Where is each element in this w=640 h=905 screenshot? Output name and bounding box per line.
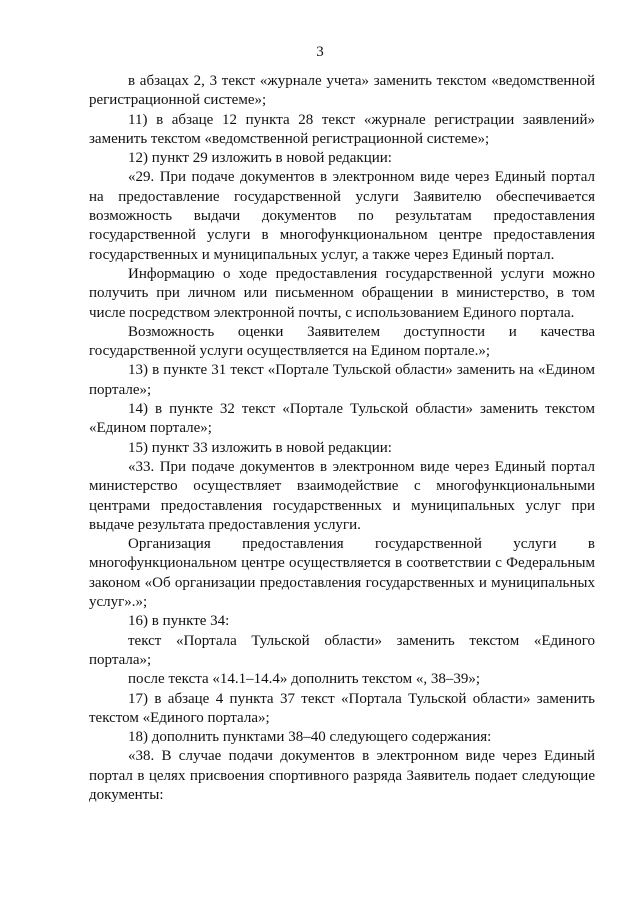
paragraph: 11) в абзаце 12 пункта 28 текст «журнале регистрации заявлений» заменить текстом «ведомственной регистрационной системе»; (89, 111, 595, 147)
paragraph: в абзацах 2, 3 текст «журнале учета» заменить текстом «ведомственной регистрационной системе»; (89, 73, 595, 109)
paragraph: «38. В случае подачи документов в электронном виде через Единый портал в целях присвоения спортивного разряда Заявитель подает следующие документы: (89, 748, 595, 803)
paragraph: 17) в абзаце 4 пункта 37 текст «Портала Тульской области» заменить текстом «Единого портала»; (89, 690, 595, 726)
paragraph: 15) пункт 33 изложить в новой редакции: (128, 439, 392, 456)
paragraph: 13) в пункте 31 текст «Портале Тульской области» заменить на «Едином портале»; (89, 362, 595, 398)
paragraph: после текста «14.1–14.4» дополнить текстом «, 38–39»; (128, 671, 481, 688)
page-number: 3 (316, 44, 324, 60)
paragraph: 16) в пункте 34: (128, 613, 230, 630)
paragraph: 12) пункт 29 изложить в новой редакции: (128, 150, 392, 167)
paragraph: «33. При подаче документов в электронном виде через Единый портал министерство осуществляет взаимодействие с многофункциональными центрами предоставления государственных и муниципальных услуг при выдаче результата предоставления услуги. (89, 458, 595, 533)
paragraph: 14) в пункте 32 текст «Портале Тульской области» заменить текстом «Едином портале»; (89, 401, 595, 437)
paragraph: Организация предоставления государственной услуги в многофункциональном центре осуществляется в соответствии с Федеральным законом «Об организации предоставления государственных и муниципальных услуг».»; (89, 536, 595, 611)
paragraph: «29. При подаче документов в электронном виде через Единый портал на предоставление государственной услуги Заявителю обеспечивается возможность выдачи документов по результатам предоставления государственной услуги в многофункциональном центре предоставления государственных и муниципальных услуг, а также через Единый портал. (89, 169, 595, 263)
document-body (89, 72, 595, 805)
paragraph: Информацию о ходе предоставления государственной услуги можно получить при личном или письменном обращении в министерство, в том числе посредством электронной почты, с использованием Единого портала. (89, 265, 595, 321)
paragraph: текст «Портала Тульской области» заменить текстом «Единого портала»; (89, 632, 595, 668)
paragraph: 18) дополнить пунктами 38–40 следующего содержания: (128, 729, 492, 746)
paragraph: Возможность оценки Заявителем доступности и качества государственной услуги осуществляется на Едином портале.»; (89, 323, 595, 360)
